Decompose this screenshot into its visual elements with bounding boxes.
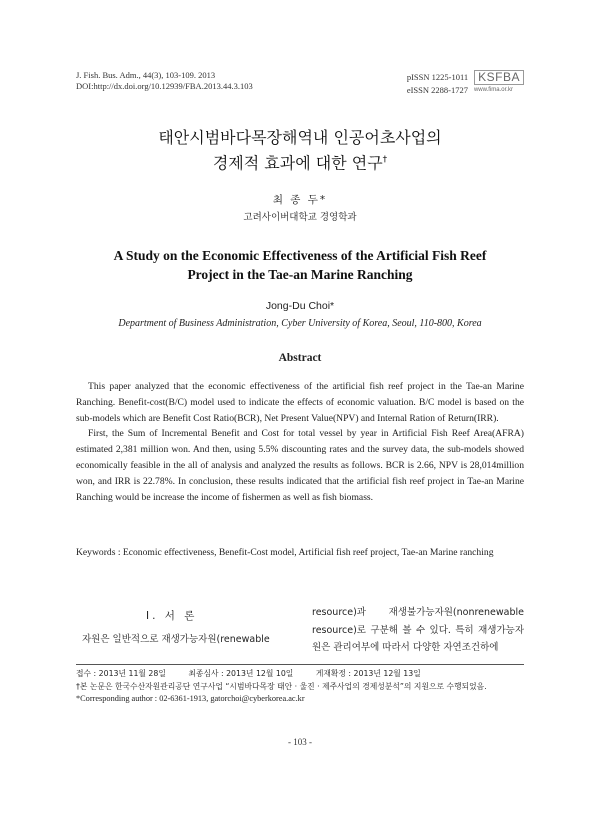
korean-title-line1: 태안시범바다목장해역내 인공어초사업의	[158, 128, 442, 147]
eissn: eISSN 2288-1727	[406, 85, 468, 95]
english-title	[0, 246, 600, 284]
doi-link[interactable]: DOI:http://dx.doi.org/10.12939/FBA.2013.44.3.103	[76, 81, 253, 91]
abstract-body	[76, 379, 524, 505]
issn-block	[407, 70, 524, 96]
body-text-left-column: 자원은 일반적으로 재생가능자원(renewable	[82, 634, 270, 645]
pissn: pISSN 1225-1011	[406, 72, 469, 82]
keywords: Keywords : Economic effectiveness, Benefit-Cost model, Artificial fish reef project, Tae-an Marine ranching	[76, 547, 494, 558]
received-date: 접수 : 2013년 11월 28일	[76, 669, 166, 678]
abstract-heading: Abstract	[278, 352, 322, 364]
journal-header	[76, 70, 253, 92]
korean-author: 최 종 두*	[272, 194, 328, 206]
footnotes	[76, 668, 536, 706]
english-author: Jong-Du Choi*	[265, 300, 335, 312]
abstract-paragraph-1: This paper analyzed that the economic effectiveness of the artificial fish reef project in the Tae-an Marine Ranching. Benefit-cost(B/C) model used to indicate the effects of economic valuation. B/C model is based on the sub-models which are Benefit Cost Ratio(BCR), Net Present Value(NPV) and Internal Ration of Return(IRR).	[76, 381, 524, 424]
section-heading-introduction: Ⅰ. 서 론	[146, 610, 198, 622]
body-text-right-column: resource)과 재생불가능자원(nonrenewable resource)로 구분해 볼 수 있다. 특히 재생가능자원은 관리여부에 따라서 다양한 자연조건하에	[312, 607, 524, 653]
korean-title-line2: 경제적 효과에 대한 연구	[212, 153, 383, 173]
title-footnote-mark: †	[382, 155, 388, 165]
english-title-line2: Project in the Tae-an Marine Ranching	[187, 267, 413, 282]
ksfba-logo: KSFBA	[474, 70, 524, 85]
korean-title	[0, 127, 600, 174]
manuscript-dates	[76, 668, 536, 681]
english-affiliation: Department of Business Administration, Cyber University of Korea, Seoul, 110-800, Korea	[118, 318, 482, 329]
journal-site-link[interactable]: www.fima.or.kr	[473, 87, 513, 93]
abstract-paragraph-2: First, the Sum of Incremental Benefit and Cost for total vessel by year in Artificial Fish Reef Area(AFRA) estimated 2,381 million won. And then, using 5.5% discounting rates and the survey data, the sub-models showed economically feasible in the all of analysis and analyzed the results as follows. BCR is 2.66, NPV is 28,014million won, and IRR is 22.78%. In conclusion, these results indicated that the artificial fish reef project in Tae-an Marine Ranching would be increase the income of fishermen as well as fish biomass.	[76, 428, 524, 503]
reviewed-date: 최종심사 : 2013년 12월 10일	[188, 669, 294, 678]
accepted-date: 게재확정 : 2013년 12월 13일	[315, 669, 421, 678]
korean-affiliation: 고려사이버대학교 경영학과	[243, 212, 357, 223]
footnote-divider	[76, 664, 524, 665]
corresponding-author-footnote: *Corresponding author : 02-6361-1913, gatorchoi@cyberkorea.ac.kr	[76, 694, 305, 703]
page-number: - 103 -	[288, 737, 312, 747]
journal-citation: J. Fish. Bus. Adm., 44(3), 103-109. 2013	[76, 70, 216, 80]
english-title-line1: A Study on the Economic Effectiveness of the Artificial Fish Reef	[113, 248, 487, 263]
funding-footnote: †본 논문은 한국수산자원관리공단 연구사업 “시범바다목장 태안 · 울진 · 제주사업의 경제성분석”의 지원으로 수행되었음.	[76, 681, 487, 691]
